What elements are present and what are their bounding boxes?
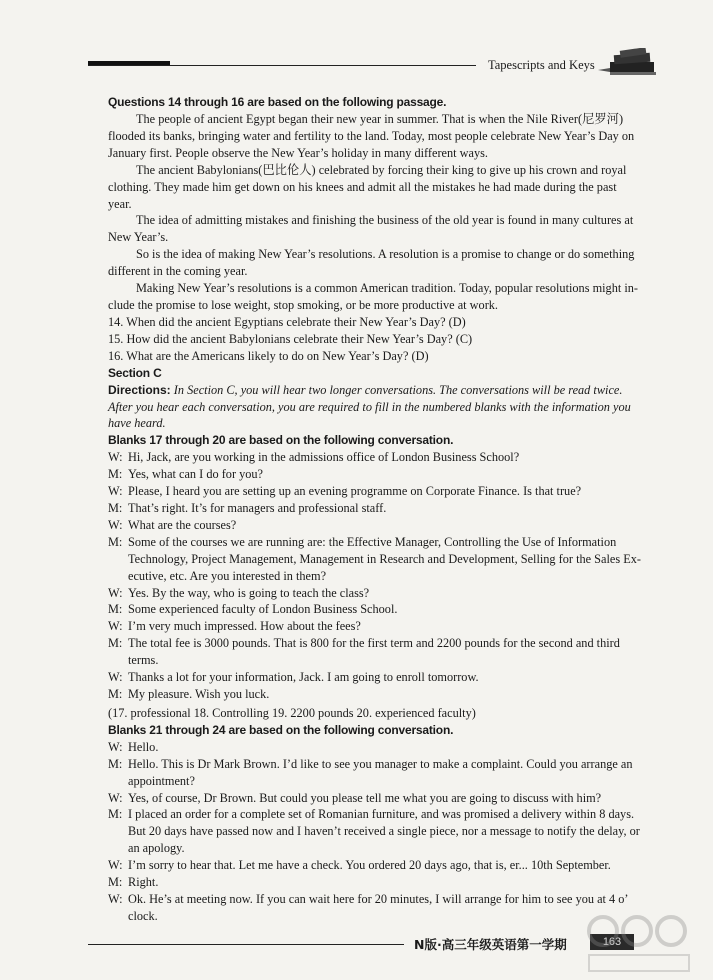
passage-line: flooded its banks, bringing water and fertility to the land. Today, most people celebrate New Year’s Day on	[108, 128, 635, 143]
utterance-line: Ok. He’s at meeting now. If you can wait here for 20 minutes, I will arrange for him to see you at 4 o’	[128, 891, 629, 906]
speaker-label: M:	[108, 534, 123, 549]
passage-line: clude the promise to lose weight, stop smoking, or be more productive at work.	[108, 297, 499, 312]
speaker-label: W:	[108, 739, 123, 754]
question-item: 14. When did the ancient Egyptians celebrate their New Year’s Day? (D)	[108, 314, 466, 329]
utterance-line: Hello. This is Dr Mark Brown. I’d like to see you manager to make a complaint. Could you arrange an	[128, 756, 633, 771]
speaker-label: M:	[108, 602, 123, 617]
passage-line: January first. People observe the New Year’s holiday in many different ways.	[108, 145, 488, 160]
books-icon	[596, 48, 658, 78]
watermark-logo	[583, 905, 703, 977]
dialogue-turn	[108, 449, 653, 466]
utterance-line: terms.	[128, 653, 159, 668]
dialogue-turn	[108, 483, 653, 500]
passage-line: clothing. They made him get down on his knees and admit all the mistakes he had made during the past	[108, 179, 617, 194]
utterance-line: Yes, of course, Dr Brown. But could you please tell me what you are going to discuss with him?	[128, 790, 602, 805]
question-list	[108, 314, 653, 365]
utterance-line: The total fee is 3000 pounds. That is 800 for the first term and 2200 pounds for the second and third	[128, 636, 620, 651]
speaker-label: W:	[108, 858, 123, 873]
page-content	[108, 94, 653, 925]
conversation1	[108, 449, 653, 703]
utterance-line: Hi, Jack, are you working in the admissions office of London Business School?	[128, 450, 520, 465]
utterance	[128, 500, 653, 517]
directions	[108, 382, 653, 433]
speaker-label: M:	[108, 687, 123, 701]
speaker-label: M:	[108, 875, 123, 890]
conversation2	[108, 739, 653, 925]
utterance-line: Some of the courses we are running are: the Effective Manager, Controlling the Use of Information	[128, 534, 617, 549]
question-item: 16. What are the Americans likely to do on New Year’s Day? (D)	[108, 348, 429, 363]
utterance	[128, 449, 653, 466]
directions-line	[108, 399, 653, 416]
speaker-label: W:	[108, 585, 123, 600]
utterance	[128, 790, 653, 807]
utterance-line: What are the courses?	[128, 517, 237, 532]
directions-label: Directions:	[108, 382, 171, 397]
passage-line: So is the idea of making New Year’s resolutions. A resolution is a promise to change or do something	[136, 247, 635, 262]
dialogue-turn	[108, 686, 653, 703]
utterance	[128, 891, 653, 925]
utterance-line: clock.	[128, 908, 158, 923]
speaker-label: W:	[108, 619, 123, 634]
footer-rule	[88, 944, 404, 945]
dialogue-turn	[108, 756, 653, 790]
conversation1-answers: (17. professional 18. Controlling 19. 2200 pounds 20. experienced faculty)	[108, 705, 476, 720]
page-number: 163	[590, 934, 634, 950]
header-title: Tapescripts and Keys	[488, 58, 595, 72]
utterance	[128, 669, 653, 686]
utterance	[128, 601, 653, 618]
utterance-line: My pleasure. Wish you luck.	[128, 687, 270, 701]
directions-line	[108, 415, 653, 432]
dialogue-turn	[108, 517, 653, 534]
utterance-line: I placed an order for a complete set of Romanian furniture, and was promised a delivery within 8 days.	[128, 807, 635, 822]
utterance	[128, 874, 653, 891]
dialogue-turn	[108, 635, 653, 669]
passage-line: The idea of admitting mistakes and finishing the business of the old year is found in many cultures at	[136, 213, 634, 228]
passage-paragraph	[108, 246, 653, 280]
speaker-label: W:	[108, 670, 123, 685]
dialogue-turn	[108, 534, 653, 585]
passage-paragraph	[108, 212, 653, 246]
passage-line: The ancient Babylonians(巴比伦人) celebrated by forcing their king to give up his crown and royal	[136, 162, 627, 177]
passage-line: year.	[108, 196, 132, 211]
utterance	[128, 806, 653, 857]
directions-text: have heard.	[108, 416, 166, 431]
utterance	[128, 483, 653, 500]
utterance	[128, 686, 653, 703]
directions-line	[108, 382, 653, 399]
footer-text: N版·高三年级英语第一学期	[414, 937, 567, 952]
passage-paragraph	[108, 111, 653, 162]
conversation2-heading: Blanks 21 through 24 are based on the following conversation.	[108, 722, 454, 737]
utterance	[128, 756, 653, 790]
utterance-line: I’m sorry to hear that. Let me have a check. You ordered 20 days ago, that is, er... 10th September.	[128, 858, 611, 873]
utterance-line: Right.	[128, 875, 159, 890]
conversation1-heading: Blanks 17 through 20 are based on the following conversation.	[108, 433, 454, 448]
dialogue-turn	[108, 500, 653, 517]
utterance-line: Yes. By the way, who is going to teach the class?	[128, 585, 370, 600]
question-item: 15. How did the ancient Babylonians celebrate their New Year’s Day? (C)	[108, 331, 473, 346]
utterance-line: Technology, Project Management, Management in Research and Development, Selling for the Sales Ex-	[128, 551, 641, 566]
utterance	[128, 585, 653, 602]
speaker-label: M:	[108, 467, 123, 482]
utterance-line: I’m very much impressed. How about the fees?	[128, 619, 361, 634]
header-rule	[88, 65, 476, 66]
speaker-label: M:	[108, 501, 123, 516]
dialogue-turn	[108, 739, 653, 756]
utterance-line: Hello.	[128, 739, 159, 754]
dialogue-turn	[108, 669, 653, 686]
utterance-line: an apology.	[128, 841, 185, 856]
speaker-label: W:	[108, 891, 123, 906]
passage-line: The people of ancient Egypt began their new year in summer. That is when the Nile River(尼罗河)	[136, 112, 624, 126]
passage-heading: Questions 14 through 16 are based on the following passage.	[108, 95, 447, 109]
utterance	[128, 618, 653, 635]
utterance-line: Thanks a lot for your information, Jack. I am going to enroll tomorrow.	[128, 670, 479, 685]
section-c-title: Section C	[108, 365, 162, 380]
utterance	[128, 517, 653, 534]
passage-line: different in the coming year.	[108, 264, 248, 279]
utterance	[128, 739, 653, 756]
utterance-line: Yes, what can I do for you?	[128, 467, 264, 482]
speaker-label: M:	[108, 807, 123, 822]
directions-text: In Section C, you will hear two longer conversations. The conversations will be read twice.	[173, 382, 623, 397]
utterance-line: ecutive, etc. Are you interested in them?	[128, 568, 327, 583]
utterance-line: appointment?	[128, 773, 195, 788]
dialogue-turn	[108, 874, 653, 891]
dialogue-turn	[108, 857, 653, 874]
passage-body	[108, 111, 653, 314]
utterance-line: Please, I heard you are setting up an evening programme on Corporate Finance. Is that true?	[128, 484, 582, 499]
passage-paragraph	[108, 162, 653, 213]
utterance-line: That’s right. It’s for managers and professional staff.	[128, 501, 387, 516]
passage-line: Making New Year’s resolutions is a common American tradition. Today, popular resolutions might in-	[136, 281, 638, 296]
utterance-line: Some experienced faculty of London Business School.	[128, 602, 398, 617]
dialogue-turn	[108, 806, 653, 857]
dialogue-turn	[108, 891, 653, 925]
passage-line: New Year’s.	[108, 230, 169, 245]
utterance	[128, 534, 653, 585]
dialogue-turn	[108, 790, 653, 807]
dialogue-turn	[108, 466, 653, 483]
speaker-label: W:	[108, 790, 123, 805]
passage-paragraph	[108, 280, 653, 314]
utterance	[128, 466, 653, 483]
utterance	[128, 635, 653, 669]
utterance	[128, 857, 653, 874]
directions-text: After you hear each conversation, you are required to fill in the numbered blanks with the information you	[108, 399, 631, 414]
speaker-label: W:	[108, 517, 123, 532]
speaker-label: W:	[108, 484, 123, 499]
speaker-label: M:	[108, 636, 123, 651]
dialogue-turn	[108, 585, 653, 602]
utterance-line: But 20 days have passed now and I haven’t received a single piece, nor a message to notify the delay, or	[128, 824, 640, 839]
dialogue-turn	[108, 601, 653, 618]
speaker-label: M:	[108, 756, 123, 771]
speaker-label: W:	[108, 450, 123, 465]
dialogue-turn	[108, 618, 653, 635]
